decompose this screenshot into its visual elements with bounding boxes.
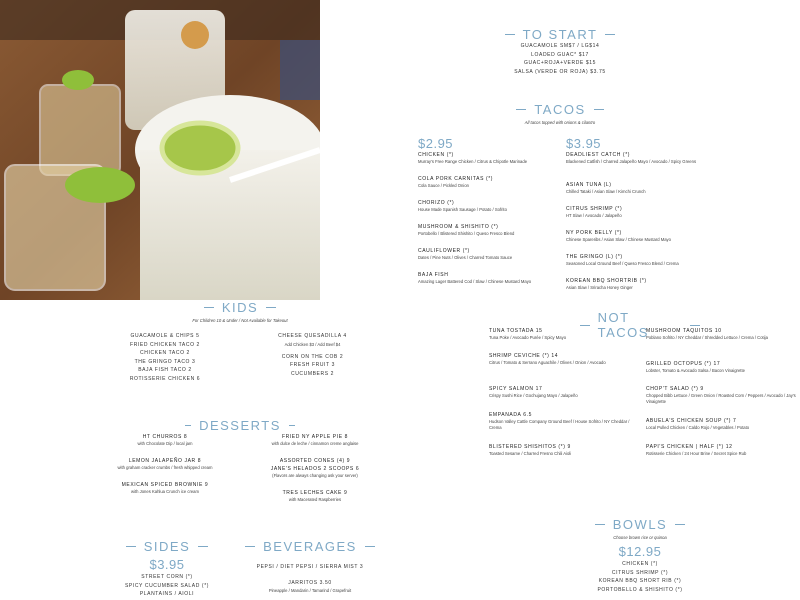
not-taco-desc: Citrus / Tomato & Serrano Aguachile / Olives / Onion / Avocado [489, 360, 606, 365]
dessert-name: FRIED NY APPLE PIE 8 [281, 434, 349, 440]
taco-item [566, 278, 716, 291]
kids-list-left [110, 332, 220, 383]
to-start-line: SALSA (VERDE OR ROJA) $3.75 [514, 68, 606, 75]
dessert-desc: with Macerated Raspberries [288, 497, 342, 502]
to-start-line: GUAC+ROJA+VERDE $15 [524, 60, 596, 66]
taco-item [418, 152, 568, 165]
not-taco-desc: Lobster, Tomato & Avocado Salsa / Bacon Vinaigrette [646, 368, 745, 373]
dessert-name: TRES LECHES CAKE 9 [282, 490, 348, 496]
dessert-desc: with Jones Kahlua Crunch ice cream [131, 489, 199, 494]
bowls-title: BOWLS [590, 517, 690, 532]
to-start-title: TO START [500, 27, 620, 42]
kids-item: CHEESE QUESADILLA 4 [278, 333, 347, 339]
tacos-subtitle: All tacos topped with onions & cilantro [524, 120, 596, 125]
to-start-line: LOADED GUAC* $17 [531, 51, 589, 58]
kids-subtitle: For Children 10 & Under / Not Available for Takeout [192, 318, 288, 323]
dessert-desc: with Chocolate Dip / local jam [137, 441, 193, 446]
not-taco-item [489, 444, 639, 457]
not-taco-name: BLISTERED SHISHITOS (*) 9 [489, 444, 571, 450]
bowls-subtitle: Choose brown rice or quinoa [613, 535, 667, 540]
kids-list-right [255, 332, 370, 378]
not-taco-item [646, 361, 796, 374]
kids-item: FRESH FRUIT 3 [290, 362, 335, 368]
taco-item [418, 248, 568, 261]
taco-name: BAJA FISH [418, 272, 449, 278]
taco-desc: Portobello / Blistered Shishito / Queso Fresco Blend [418, 231, 515, 236]
taco-desc: Asian Slaw / Sriracha Honey Ginger [566, 285, 633, 290]
kids-item: BAJA FISH TACO 2 [138, 367, 192, 373]
not-taco-item [646, 444, 796, 457]
not-taco-name: TUNA TOSTADA 15 [489, 328, 543, 334]
not-taco-name: CHOP'T SALAD (*) 9 [646, 386, 704, 392]
dessert-desc: with graham cracker crumbs / fresh whipped cream [117, 465, 213, 470]
not-taco-name: ABUELA'S CHICKEN SOUP (*) 7 [646, 418, 737, 424]
not-taco-item [489, 353, 639, 366]
taco-desc: Seasoned Local Ground Beef / Queso Fresco Blend / Crema [566, 261, 679, 266]
sides-title: SIDES [117, 539, 217, 554]
taco-name: CHICKEN (*) [418, 152, 454, 158]
dessert-name: HT CHURROS 8 [142, 434, 188, 440]
dessert-item [95, 434, 235, 447]
taco-item [566, 182, 716, 195]
kids-item: FRIED CHICKEN TACO 2 [130, 341, 200, 348]
dessert-item [245, 490, 385, 503]
not-taco-name: EMPANADA 6.5 [489, 412, 532, 418]
dessert-name: JANE'S HELADOS 2 SCOOPS 6 [270, 466, 360, 472]
beverages-title: BEVERAGES [245, 539, 375, 554]
beverage-item: JARRITOS 3.50 [288, 579, 332, 586]
taco-item [418, 176, 568, 189]
taco-desc: House Made Spanish Sausage / Potato / Sofrito [418, 207, 507, 212]
not-taco-desc: Poblano Sofrito / NY Cheddar / Shredded Lettuce / Crema / Cotija [646, 335, 768, 340]
bowl-item: CITRUS SHRIMP (*) [611, 569, 669, 576]
not-taco-item [646, 328, 796, 341]
taco-name: CITRUS SHRIMP (*) [566, 206, 623, 212]
not-taco-desc: Tuna Poke / Avocado Purée / Spicy Mayo [489, 335, 567, 340]
kids-item: CORN ON THE COB 2 [281, 353, 344, 360]
not-taco-desc: Toasted Sesame / Charred Fresno Chili Aioli [489, 451, 572, 456]
tacos-title: TACOS [510, 102, 610, 117]
taco-name: DEADLIEST CATCH (*) [566, 152, 630, 158]
taco-item [566, 206, 716, 219]
margarita-photo [0, 0, 320, 300]
dessert-name: MEXICAN SPICED BROWNIE 9 [121, 482, 209, 488]
dessert-item [95, 458, 235, 471]
sides-list [97, 573, 237, 599]
not-taco-item [646, 386, 796, 405]
to-start-line: GUACAMOLE SM$7 / LG$14 [520, 43, 600, 49]
bowl-item: PORTOBELLO & SHISHITO (*) [597, 586, 683, 593]
taco-item [566, 254, 716, 267]
taco-desc: Dates / Pine Nuts / Olives / Charred Tomato Sauce [418, 255, 513, 260]
not-taco-name: GRILLED OCTOPUS (*) 17 [646, 361, 721, 367]
bowl-item: CHICKEN (*) [622, 561, 658, 567]
not-taco-item [489, 328, 639, 341]
side-item: STREET CORN (*) [141, 574, 193, 580]
not-taco-desc: Rotisserie Chicken / 24 Hour Brine / Secret Spice Rub [646, 451, 747, 456]
dessert-name: LEMON JALAPEÑO JAR 8 [128, 458, 202, 464]
taco-name: CAULIFLOWER (*) [418, 248, 470, 254]
bowl-item: KOREAN BBQ SHORT RIB (*) [598, 578, 682, 584]
bowls-price: $12.95 [618, 544, 662, 559]
beverages-list [235, 563, 385, 594]
dessert-desc: (Flavors are always changing ask your server) [272, 473, 358, 478]
taco-name: COLA PORK CARNITAS (*) [418, 176, 494, 182]
taco-item [418, 224, 568, 237]
dessert-item [245, 466, 385, 479]
side-item: PLANTAINS / AIOLI [139, 591, 195, 597]
taco-desc: Blackened Catfish / Charred Jalapeño Mayo / Avocado / Spicy Greens [566, 159, 697, 164]
kids-item: THE GRINGO TACO 3 [134, 358, 196, 365]
not-taco-item [489, 386, 639, 399]
taco-desc: Amazing Lager Battered Cod / Slaw / Chinese Mustard Mayo [418, 279, 532, 284]
sides-price: $3.95 [149, 557, 185, 572]
tacos-price-premium: $3.95 [566, 136, 602, 151]
jarritos-flavors: Pineapple / Mandarin / Tamarind / Grapefruit [268, 588, 352, 593]
to-start-list [490, 42, 630, 76]
not-taco-name: SHRIMP CEVICHE (*) 14 [489, 353, 559, 359]
not-taco-item [489, 412, 639, 431]
taco-name: THE GRINGO (L) (*) [566, 254, 623, 260]
not-taco-desc: Chopped Bibb Lettuce / Green Onion / Roasted Corn / Peppers / Avocado / Jay's Vinaigrette [646, 393, 796, 404]
desserts-title: DESSERTS [185, 418, 295, 433]
taco-desc: HT Slaw / Avocado / Jalapeño [566, 213, 622, 218]
taco-desc: Cola Sauce / Pickled Onion [418, 183, 469, 188]
bowls-list [570, 560, 710, 594]
side-item: SPICY CUCUMBER SALAD (*) [124, 582, 210, 589]
not-taco-name: MUSHROOM TAQUITOS 10 [646, 328, 722, 334]
beverage-item: PEPSI / DIET PEPSI / SIERRA MIST 3 [256, 564, 364, 570]
dessert-desc: with dulce de leche / cinnamon creme anglaise [271, 441, 359, 446]
not-taco-desc: Crispy Sushi Rice / Gochujang Mayo / Jalapeño [489, 393, 578, 398]
taco-desc: Murray's Free Range Chicken / Citrus & Chipotle Marinade [418, 159, 528, 164]
taco-name: CHORIZO (*) [418, 200, 455, 206]
kids-quesadilla-note: Add Chicken $3 / Add Beef $4 [284, 341, 341, 347]
dessert-item [95, 482, 235, 495]
taco-name: KOREAN BBQ SHORTRIB (*) [566, 278, 647, 284]
kids-item: CHICKEN TACO 2 [140, 350, 190, 356]
not-taco-item [646, 418, 796, 431]
not-taco-name: PAPI'S CHICKEN | HALF (*) 12 [646, 444, 733, 450]
not-tacos-title: NOT TACOS [580, 310, 700, 340]
dessert-item [245, 434, 385, 447]
taco-name: NY PORK BELLY (*) [566, 230, 622, 236]
taco-item [418, 272, 568, 285]
taco-item [566, 152, 716, 165]
dessert-name: ASSORTED CONES (4) 9 [279, 458, 351, 464]
not-taco-desc: Hudson Valley Cattle Company Ground Beef / House Sofrito / NY Cheddar / Crema [489, 419, 630, 430]
kids-item: CUCUMBERS 2 [291, 370, 334, 377]
kids-title: KIDS [190, 300, 290, 315]
dessert-item [245, 458, 385, 465]
taco-name: ASIAN TUNA (L) [566, 182, 612, 188]
kids-item: GUACAMOLE & CHIPS 5 [130, 333, 200, 339]
taco-desc: Chilled Tataki / Asian Slaw / Kimchi Crunch [566, 189, 646, 194]
taco-item [566, 230, 716, 243]
taco-item [418, 200, 568, 213]
taco-name: MUSHROOM & SHISHITO (*) [418, 224, 499, 230]
taco-desc: Chinese Spareribs / Asian Slaw / Chinese Mustard Mayo [566, 237, 671, 242]
kids-item: ROTISSERIE CHICKEN 6 [129, 375, 201, 382]
tacos-price-standard: $2.95 [418, 136, 454, 151]
not-taco-desc: Local Pulled Chicken / Caldo Rojo / Vegetables / Potato [646, 425, 750, 430]
not-taco-name: SPICY SALMON 17 [489, 386, 543, 392]
